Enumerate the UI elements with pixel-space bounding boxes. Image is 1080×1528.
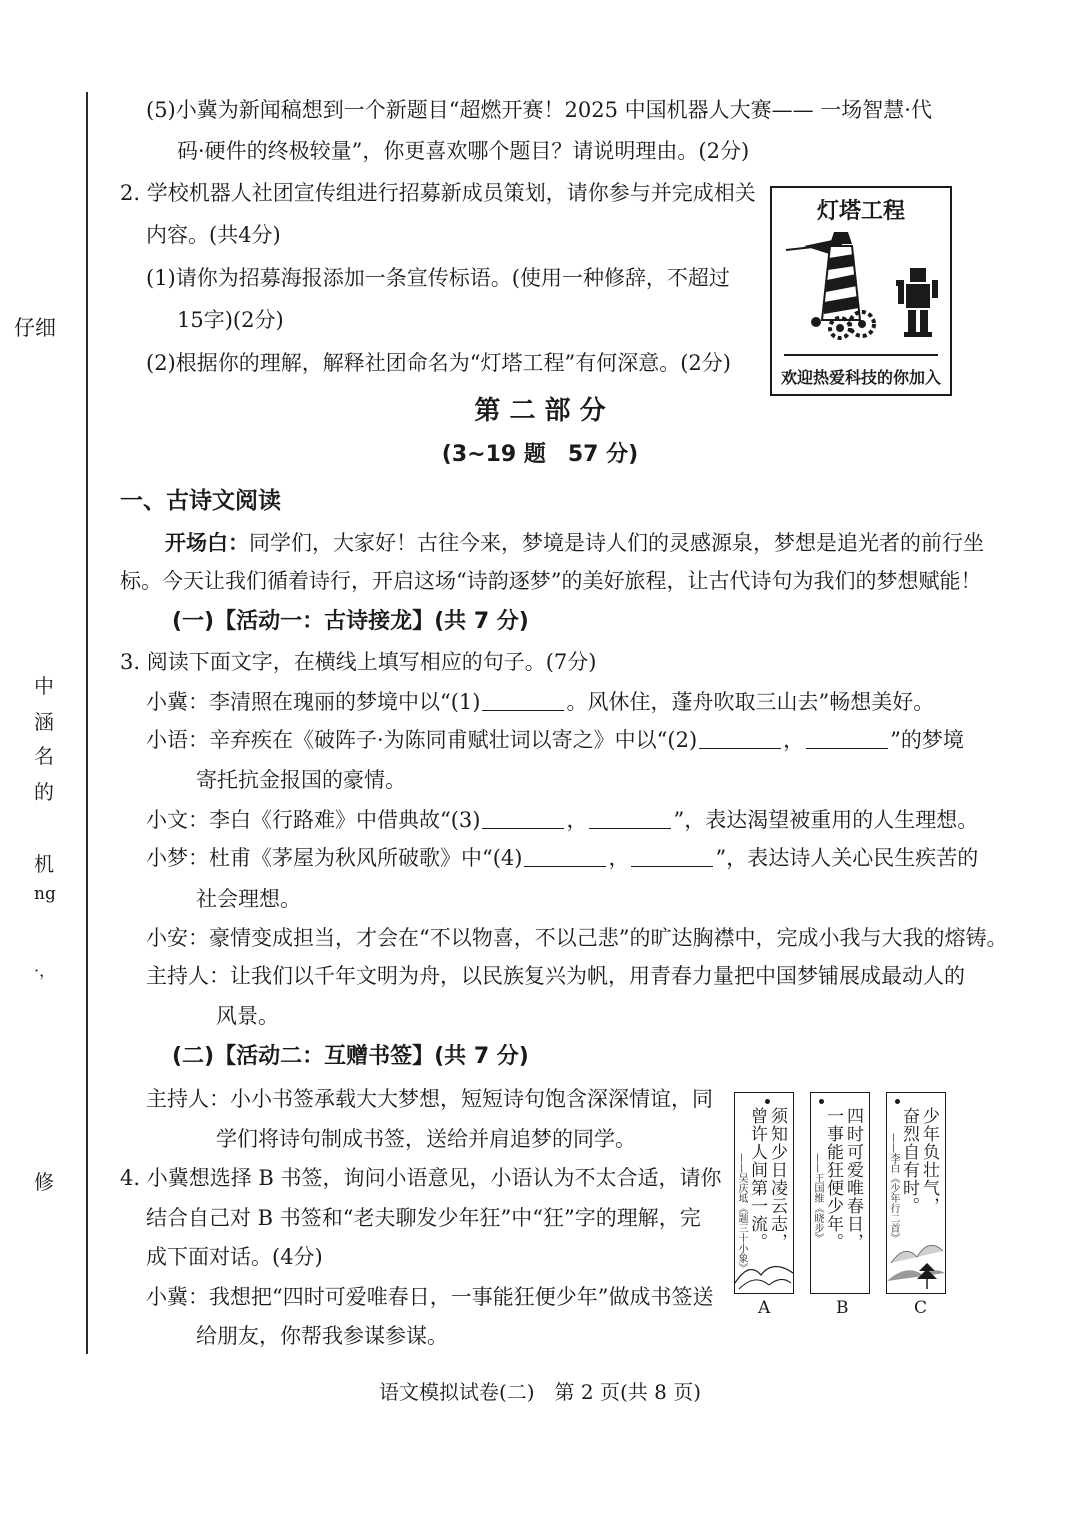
q3-xiaoyu-sep: ， [783,728,805,752]
q3-xiaomeng-text-b: ”，表达诗人关心民生疾苦的 [715,846,979,870]
margin-text: 中 [34,674,54,698]
q3-xiaowen [146,805,978,835]
margin-text: 涵 [34,710,54,734]
q3-xiaowen-text-b: ”，表达渴望被重用的人生理想。 [673,808,979,832]
activity2-title: (二)【活动二：互赠书签】(共 7 分) [172,1044,529,1069]
q1-5-line1: (5)小冀为新闻稿想到一个新题目“超燃开赛！2025 中国机器人大赛—— 一场智慧·代 [146,98,932,122]
answer-blank-1[interactable] [482,690,564,711]
q3-xiaomeng-sep: ， [608,846,630,870]
q3-host-line1: 主持人：让我们以千年文明为舟，以民族复兴为帆，用青春力量把中国梦铺展成最动人的 [146,964,965,988]
bookmark-a-col1: 须知少日凌云志， [767,1107,787,1251]
recruit-poster [770,186,952,396]
opening-text: 同学们，大家好！古往今来，梦境是诗人们的灵感源泉，梦想是追光者的前行坐 [249,531,984,555]
bookmark-hole-icon [765,1099,770,1104]
margin-text: 的 [34,780,54,804]
margin-text: ng [34,884,56,904]
answer-blank-4a[interactable] [524,846,606,867]
margin-text: 仔细 [14,316,56,340]
q3-stem: 3. 阅读下面文字，在横线上填写相应的句子。(7分) [120,650,597,674]
answer-blank-2a[interactable] [699,728,781,749]
bookmark-a-col2: 曾许人间第一流。 [747,1107,767,1251]
q3-xiaoan: 小安：豪情变成担当，才会在“不以物喜，不以己悲”的旷达胸襟中，完成小我与大我的熔铸。 [146,926,1008,950]
poster-title: 灯塔工程 [816,199,905,224]
q4-xiaoji-line2: 给朋友，你帮我参谋参谋。 [196,1324,448,1348]
part-range: (3~19 题 57 分) [441,442,639,467]
answer-blank-3a[interactable] [482,808,564,829]
margin-text: 机 [34,852,54,876]
q3-host-line2: 风景。 [216,1004,279,1028]
bookmark-hole-icon [895,1099,900,1104]
q3-xiaoyu-text-a: 小语：辛弃疾在《破阵子·为陈同甫赋壮词以寄之》中以“(2) [146,728,698,752]
bookmark-b-col1: 四时可爱唯春日， [843,1107,863,1251]
activity2-host-line2: 学们将诗句制成书签，送给并肩追梦的同学。 [216,1127,636,1151]
margin-text: 修 [34,1170,54,1194]
q3-xiaoyu-line2: 寄托抗金报国的豪情。 [196,768,406,792]
q1-5-line2: 码·硬件的终极较量”，你更喜欢哪个题目？请说明理由。(2分) [177,139,750,163]
mountain-ink-icon [735,1243,793,1291]
bookmark-b-label: B [836,1298,849,1318]
binding-line [86,92,88,1354]
opening-label: 开场白： [165,531,249,555]
q2-stem-line1: 2. 学校机器人社团宣传组进行招募新成员策划，请你参与并完成相关 [120,181,756,205]
margin-text: 名 [34,744,54,768]
bookmark-c-col2: 奋烈自有时。 [899,1107,919,1215]
q3-xiaowen-sep: ， [566,808,588,832]
bookmark-b-col2: 一事能狂便少年。 [823,1107,843,1251]
q2-sub2: (2)根据你的理解，解释社团命名为“灯塔工程”有何深意。(2分) [146,351,731,375]
section-title: 一、古诗文阅读 [120,488,281,514]
answer-blank-4b[interactable] [631,846,713,867]
q3-xiaoji-text-a: 小冀：李清照在瑰丽的梦境中以“(1) [146,690,481,714]
part-title: 第 二 部 分 [474,396,606,426]
bookmark-b-author: ——王国维《晓步》 [812,1153,823,1243]
bookmark-c-label: C [914,1298,928,1318]
q4-xiaoji-line1: 小冀：我想把“四时可爱唯春日，一事能狂便少年”做成书签送 [146,1285,714,1309]
q4-line1: 4. 小冀想选择 B 书签，询问小语意见，小语认为不太合适，请你 [120,1166,722,1190]
bookmark-c [886,1092,946,1294]
bookmark-hole-icon [819,1099,824,1104]
q3-xiaoyu-text-b: ”的梦境 [890,728,964,752]
q2-stem-line2: 内容。(共4分) [146,223,281,247]
q3-xiaomeng-line2: 社会理想。 [196,887,301,911]
q4-line2: 结合自己对 B 书签和“老夫聊发少年狂”中“狂”字的理解，完 [146,1206,701,1230]
poster-divider [784,354,938,356]
q2-sub1-line2: 15字)(2分) [177,308,284,332]
q3-xiaowen-text-a: 小文：李白《行路难》中借典故“(3) [146,808,481,832]
bookmark-c-col1: 少年负壮气， [919,1107,939,1215]
answer-blank-3b[interactable] [589,808,671,829]
activity1-title: (一)【活动一：古诗接龙】(共 7 分) [172,609,529,634]
q3-xiaoyu [146,725,964,755]
bookmark-b [810,1092,870,1294]
poster-slogan: 欢迎热爱科技的你加入 [780,368,941,387]
q3-xiaomeng-text-a: 小梦：杜甫《茅屋为秋风所破歌》中“(4) [146,846,523,870]
margin-text: ·， [34,961,56,980]
bookmark-c-author: ——李白《少年行二首》 [888,1133,899,1243]
bookmark-a [734,1092,794,1294]
page-footer: 语文模拟试卷(二) 第 2 页(共 8 页) [378,1380,702,1404]
q3-xiaoji [146,687,934,717]
q4-line3: 成下面对话。(4分) [146,1245,323,1269]
pine-landscape-icon [887,1223,945,1291]
opening-line1 [165,528,984,558]
lighthouse-robot-illustration [782,224,942,342]
bookmark-a-label: A [758,1298,771,1318]
answer-blank-2b[interactable] [806,728,888,749]
bookmark-a-author: ——吴庆坻《题三十小象》 [736,1153,747,1273]
opening-line2: 标。今天让我们循着诗行，开启这场“诗韵逐梦”的美好旅程，让古代诗句为我们的梦想赋能！ [120,569,982,593]
activity2-host-line1: 主持人：小小书签承载大大梦想，短短诗句饱含深深情谊，同 [146,1087,713,1111]
q2-sub1-line1: (1)请你为招募海报添加一条宣传标语。(使用一种修辞，不超过 [146,266,730,290]
q3-xiaoji-text-b: 。风休住，蓬舟吹取三山去”畅想美好。 [566,690,935,714]
q3-xiaomeng [146,843,978,873]
